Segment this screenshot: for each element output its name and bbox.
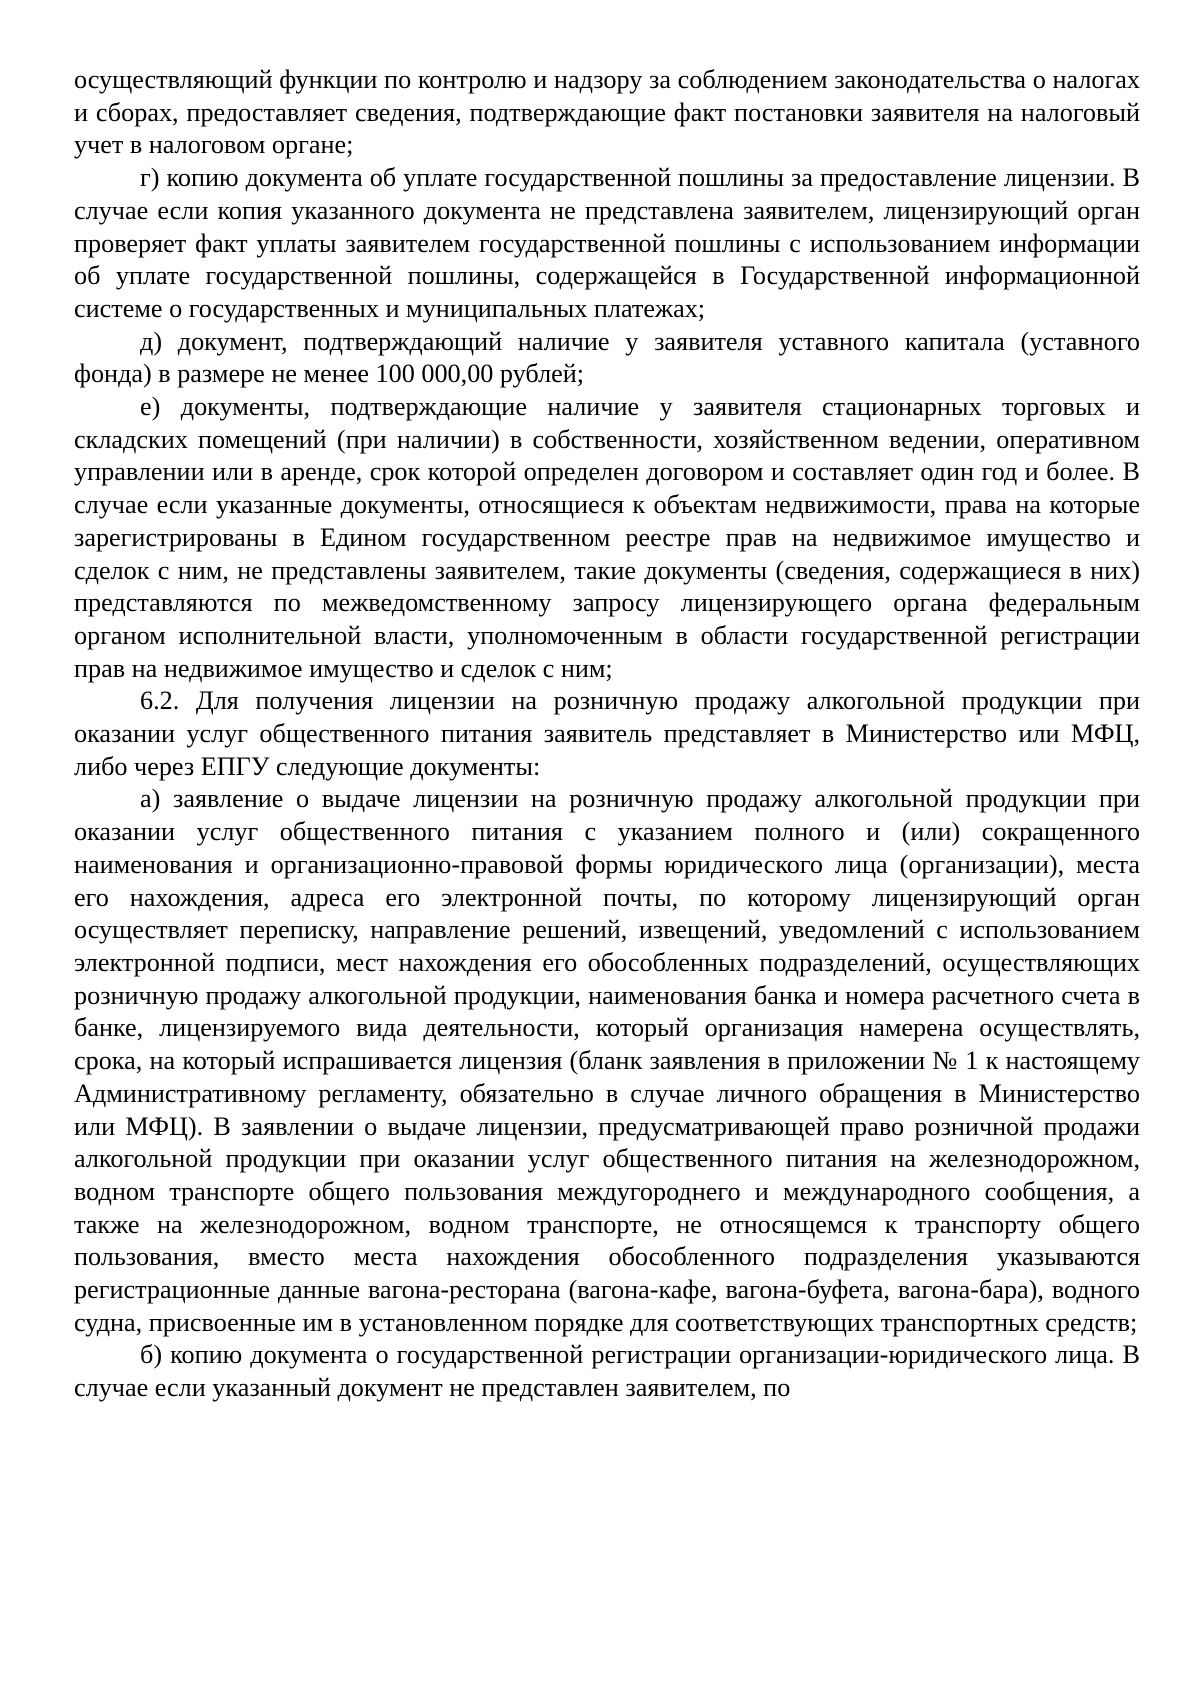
paragraph-d-charter-capital: д) документ, подтверждающий наличие у заявителя уставного капитала (уставного фонда) в размере не менее 100 000,00 рублей; [74,326,1140,389]
paragraph-tax-registration: осуществляющий функции по контролю и надзору за соблюдением законодательства о налогах и сборах, предоставляет сведения, подтверждающие факт постановки заявителя на налоговый учет в налоговом органе; [74,65,1140,160]
paragraph-b-registration-copy: б) копию документа о государственной регистрации организации-юридического лица. В случае если указанный документ не представлен заявителем, по [74,1340,1140,1403]
paragraph-e-premises: е) документы, подтверждающие наличие у заявителя стационарных торговых и складских помещений (при наличии) в собственности, хозяйственном ведении, оперативном управлении или в аренде, срок которой определен договором и составляет один год и более. В случае если указанные документы, относящиеся к объектам недвижимости, права на которые зарегистрированы в Едином государственном реестре прав на недвижимое имущество и сделок с ним, не представлены заявителем, такие документы (сведения, содержащиеся в них) представляются по межведомственному запросу лицензирующего органа федеральным органом исполнительной власти, уполномоченным в области государственной регистрации прав на недвижимое имущество и сделок с ним; [74,392,1140,683]
paragraph-6-2-catering-license: 6.2. Для получения лицензии на розничную продажу алкогольной продукции при оказании услуг общественного питания заявитель представляет в Министерство или МФЦ, либо через ЕПГУ следующие документы: [74,686,1140,781]
document-page [74,64,1140,1405]
paragraph-a-application: а) заявление о выдаче лицензии на розничную продажу алкогольной продукции при оказании услуг общественного питания с указанием полного и (или) сокращенного наименования и организационно-правовой формы юридического лица (организации), места его нахождения, адреса его электронной почты, по которому лицензирующий орган осуществляет переписку, направление решений, извещений, уведомлений с использованием электронной подписи, мест нахождения его обособленных подразделений, осуществляющих розничную продажу алкогольной продукции, наименования банка и номера расчетного счета в банке, лицензируемого вида деятельности, который организация намерена осуществлять, срока, на который испрашивается лицензия (бланк заявления в приложении № 1 к настоящему Административному регламенту, обязательно в случае личного обращения в Министерство или МФЦ). В заявлении о выдаче лицензии, предусматривающей право розничной продажи алкогольной продукции при оказании услуг общественного питания на железнодорожном, водном транспорте общего пользования междугороднего и международного сообщения, а также на железнодорожном, водном транспорте, не относящемся к транспорту общего пользования, вместо места нахождения обособленного подразделения указываются регистрационные данные вагона-ресторана (вагона-кафе, вагона-буфета, вагона-бара), водного судна, присвоенные им в установленном порядке для соответствующих транспортных средств; [74,784,1140,1337]
paragraph-g-state-fee: г) копию документа об уплате государственной пошлины за предоставление лицензии. В случае если копия указанного документа не представлена заявителем, лицензирующий орган проверяет факт уплаты заявителем государственной пошлины с использованием информации об уплате государственной пошлины, содержащейся в Государственной информационной системе о государственных и муниципальных платежах; [74,163,1140,323]
